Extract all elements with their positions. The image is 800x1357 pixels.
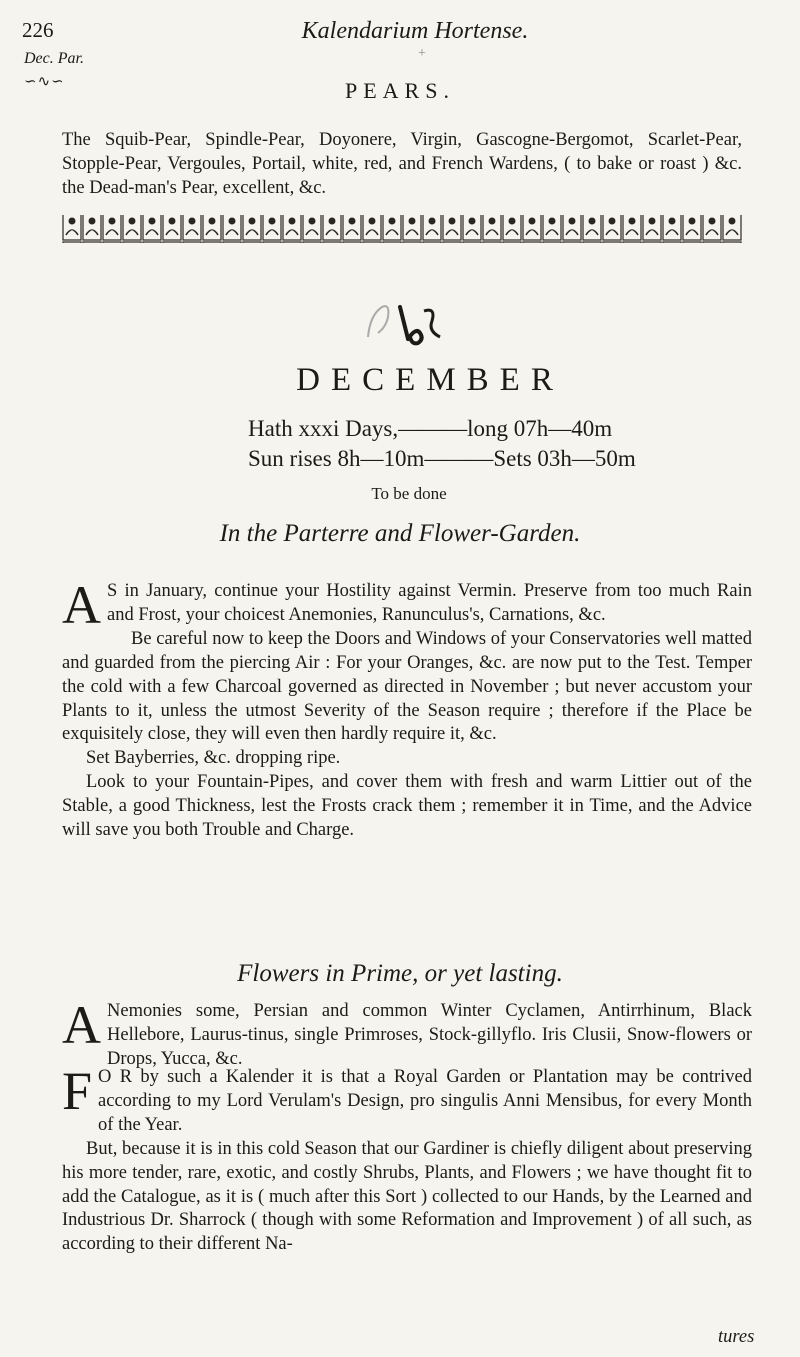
- capricorn-vignette-icon: [360, 293, 450, 351]
- page-number: 226: [22, 18, 54, 42]
- parterre-paragraph-1: A S in January, continue your Hostility against Vermin. Preserve from too much Rain and Frost, your choicest Anemonies, Ranunculus's, Carnations, &c.: [62, 575, 752, 635]
- flowers-paragraph: A Nemonies some, Persian and common Winter Cyclamen, Antirrhinum, Black Hellebore, Laurus-tinus, single Primroses, Stock-gillyflo. Iris Clusii, Snow-flowers or Drops, Yucca, &c.: [62, 995, 752, 1069]
- parterre-heading: In the Parterre and Flower-Garden.: [219, 520, 581, 547]
- parterre-paragraph-3: Set Bayberries, &c. dropping ripe.: [86, 748, 341, 769]
- margin-note: Dec. Par.: [24, 50, 84, 67]
- flowers-section: [62, 995, 752, 1072]
- drop-cap: A: [62, 995, 101, 1055]
- running-title: [0, 18, 800, 45]
- parterre-paragraph-2: Be careful now to keep the Doors and Windows of your Conservatories well matted and guarded from the piercing Air : For your Oranges, &c. are now put to the Test. Temper the cold with a few Charcoal governed as directed in November ; but never accustom your Plants to it, unless the utmost Severity of the Season require ; therefore if the Place be exquisitely close, they will even then hardly require it, &c.: [62, 628, 752, 745]
- days-length-line: Hath xxxi Days,———long 07h—40m: [248, 416, 613, 441]
- closing-section: [62, 1061, 752, 1257]
- to-be-done-label: To be done: [371, 484, 447, 503]
- closing-paragraph-1: F O R by such a Kalender it is that a Royal Garden or Plantation may be contrived according to my Lord Verulam's Design, pro singulis Anni Mensibus, for every Month of the Year.: [62, 1061, 752, 1135]
- catchword: tures: [718, 1327, 755, 1347]
- printer-mark-icon: +: [418, 46, 426, 61]
- month-title: DECEMBER: [296, 362, 564, 398]
- parterre-section: [62, 575, 752, 843]
- running-title-text: Kalendarium Hortense.: [301, 18, 529, 44]
- pears-paragraph: The Squib-Pear, Spindle-Pear, Doyonere, Virgin, Gascogne-Bergomot, Scarlet-Pear, Stopple-Pear, Vergoules, Portail, white, red, and French Wardens, ( to bake or roast ) &c. the Dead-man's Pear, excellent, &c.: [62, 130, 742, 198]
- pears-title: PEARS.: [345, 78, 455, 103]
- flowers-heading: Flowers in Prime, or yet lasting.: [237, 960, 563, 987]
- closing-paragraph-2: But, because it is in this cold Season that our Gardiner is chiefly diligent about preserving his more tender, rare, exotic, and costly Shrubs, Plants, and Flowers ; we have thought fit to add the Catalogue, as it is ( much after this Sort ) collected to our Hands, by the Learned and Industrious Dr. Sharrock ( though with some Reformation and Improvement ) of all such, as according to their different Na-: [62, 1138, 752, 1255]
- drop-cap: A: [62, 575, 101, 635]
- drop-cap: F: [62, 1061, 93, 1121]
- sunrise-sunset-line: Sun rises 8h—10m———Sets 03h—50m: [248, 446, 636, 471]
- almanac-block: [248, 414, 636, 474]
- margin-ornament-icon: ∽∿∽: [24, 74, 65, 90]
- parterre-paragraph-4: Look to your Fountain-Pipes, and cover them with fresh and warm Littier out of the Stable, a good Thickness, lest the Frosts crack them ; remember it in Time, and the Advice will save you both Trouble and Charge.: [62, 772, 752, 841]
- ornament-band-icon: [62, 213, 742, 245]
